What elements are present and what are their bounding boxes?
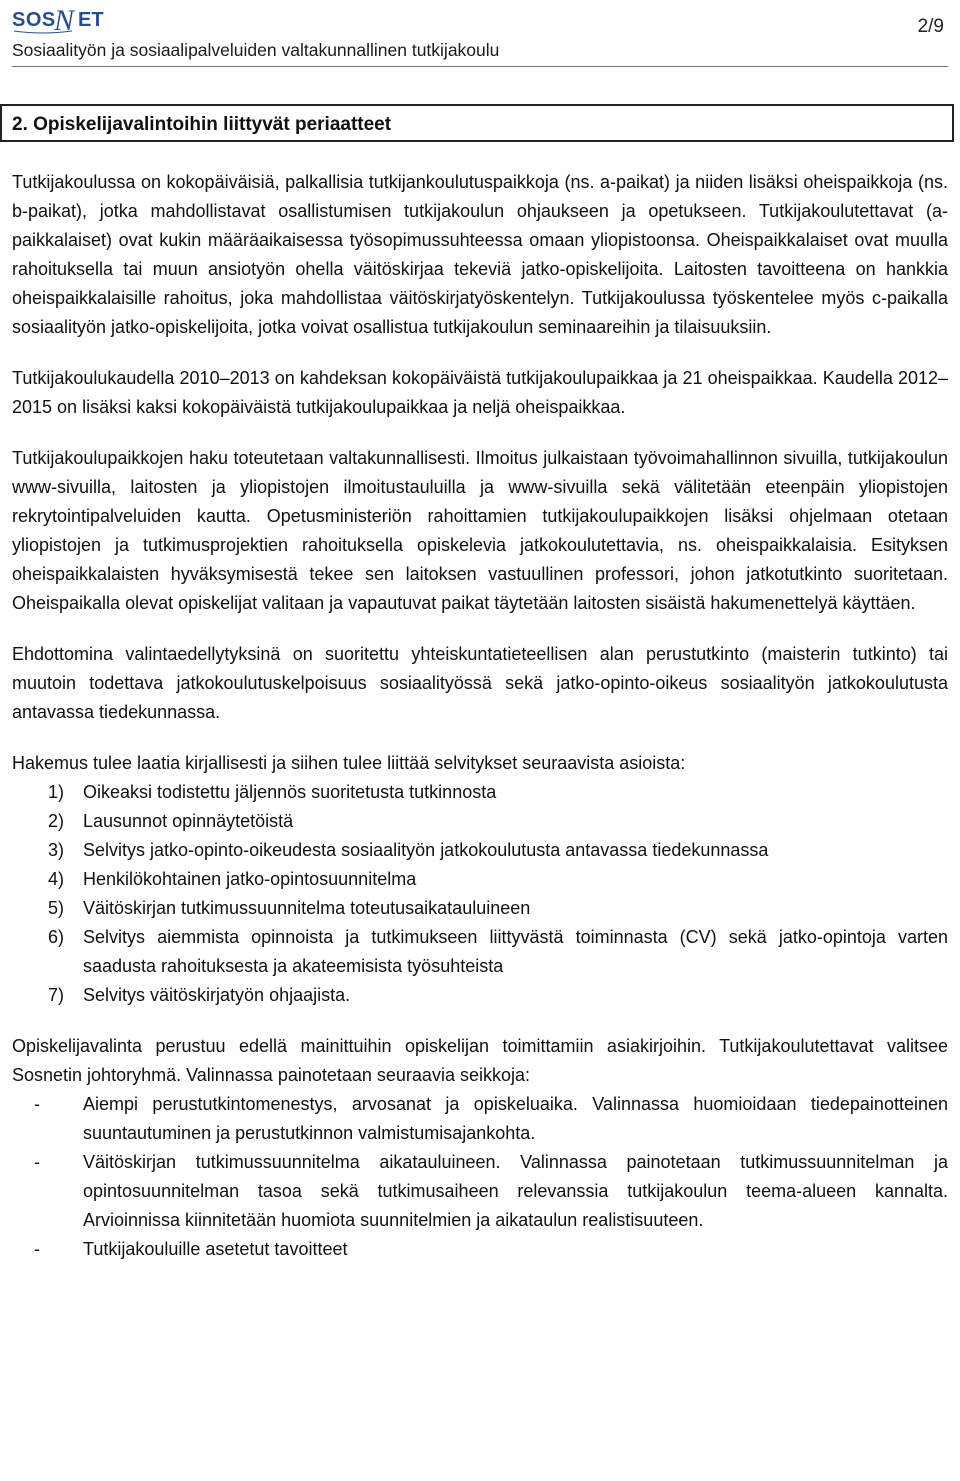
list-item: 5) Väitöskirjan tutkimussuunnitelma toteutusaikatauluineen [48,898,531,918]
list-item: 4) Henkilökohtainen jatko-opintosuunnitelma [48,869,417,889]
svg-text:ET: ET [78,9,104,31]
list-item: 3) Selvitys jatko-opinto-oikeudesta sosiaalityön jatkokoulutusta antavassa tiedekunnassa [48,840,769,860]
paragraph: Tutkijakoulukaudella 2010–2013 on kahdeksan kokopäiväistä tutkijakoulupaikkaa ja 21 oheispaikkaa. Kaudella 2012–2015 on lisäksi kaksi kokopäiväistä tutkijakoulupaikkaa ja neljä oheispaikkaa. [12,368,948,417]
list-item: - Aiempi perustutkintomenestys, arvosanat ja opiskeluaika. Valinnassa huomioidaan tiedepainotteinen suuntautuminen ja perustutkinnon valmistumisajankohta. [34,1094,948,1143]
list-item: 2) Lausunnot opinnäytetöistä [48,811,294,831]
section-heading-box [0,104,954,142]
paragraph: Tutkijakoulupaikkojen haku toteutetaan valtakunnallisesti. Ilmoitus julkaistaan työvoimahallinnon sivuilla, tutkijakoulun www-sivuilla, laitosten ja yliopistojen ilmoitustauluilla ja www-sivuilla sekä välitetään eteenpäin yliopistojen rekrytointipalveluiden kautta. Opetusministeriön rahoittamien tutkijakoulupaikkojen lisäksi ohjelmaan otetaan yliopistojen ja tutkimusprojektien rahoituksella opiskelevia jatkokoulutettavia, ns. oheispaikkalaisia. Esityksen oheispaikkalaisten hyväksymisestä tekee sen laitoksen vastuullinen professori, johon jatkotutkinto suoritetaan. Oheispaikalla olevat opiskelijat valitaan ja vapautuvat paikat täytetään laitosten sisäistä hakumenettelyä käyttäen. [12,448,948,613]
selection-criteria-list [12,1090,948,1264]
selection-intro: Opiskelijavalinta perustuu edellä mainittuihin opiskelijan toimittamiin asiakirjoihin. Tutkijakoulutettavat valitsee Sosnetin johtoryhmä. Valinnassa painotetaan seuraavia seikkoja: [12,1036,948,1085]
list-item: - Väitöskirjan tutkimussuunnitelma aikatauluineen. Valinnassa painotetaan tutkimussuunnitelman ja opintosuunnitelman tasoa sekä tutkimusaiheen relevanssia tutkijakoulun teema-alueen kannalta. Arvioinnissa kiinnitetään huomiota suunnitelmien ja aikataulun realistisuuteen. [34,1152,948,1230]
page-number: 2/9 [917,16,944,37]
section-title: 2. Opiskelijavalintoihin liittyvät periaatteet [12,114,392,135]
list-item: 6) Selvitys aiemmista opinnoista ja tutkimukseen liittyvästä toiminnasta (CV) sekä jatko-opintoja varten saadusta rahoituksesta ja akateemisista työsuhteista [48,927,948,976]
page-header [12,4,948,64]
requirements-list [12,778,948,1010]
document-body [12,168,948,1264]
list-item: - Tutkijakouluille asetetut tavoitteet [34,1239,348,1259]
list-item: 7) Selvitys väitöskirjatyön ohjaajista. [48,985,351,1005]
list-item: 1) Oikeaksi todistettu jäljennös suoritetusta tutkinnosta [48,782,497,802]
sosnet-logo [12,4,122,36]
svg-text:N: N [54,4,75,36]
paragraph: Ehdottomina valintaedellytyksinä on suoritettu yhteiskuntatieteellisen alan perustutkinto (maisterin tutkinto) tai muutoin todettava jatkokoulutuskelpoisuus sosiaalityössä sekä jatko-opinto-oikeus sosiaalityön jatkokoulutusta antavassa tiedekunnassa. [12,644,948,722]
application-intro: Hakemus tulee laatia kirjallisesti ja siihen tulee liittää selvitykset seuraavista asioista: [12,753,686,773]
header-subtitle: Sosiaalityön ja sosiaalipalveluiden valtakunnallinen tutkijakoulu [12,40,500,60]
header-divider [12,66,948,67]
paragraph: Tutkijakoulussa on kokopäiväisiä, palkallisia tutkijankoulutuspaikkoja (ns. a-paikat) ja niiden lisäksi oheispaikkoja (ns. b-paikat), jotka mahdollistavat osallistumisen tutkijakoulun ohjaukseen ja opetukseen. Tutkijakoulutettavat (a-paikkalaiset) ovat kukin määräaikaisessa työsopimussuhteessa omaan yliopistoonsa. Oheispaikkalaiset ovat muulla rahoituksella tai muun ansiotyön ohella väitöskirjaa tekeviä jatko-opiskelijoita. Laitosten tavoitteena on hankkia oheispaikkalaisille rahoitus, joka mahdollistaa väitöskirjatyöskentelyn. Tutkijakoulussa työskentelee myös c-paikalla sosiaalityön jatko-opiskelijoita, jotka voivat osallistua tutkijakoulun seminaareihin ja tilaisuuksiin. [12,172,948,337]
svg-text:SOS: SOS [12,9,56,31]
